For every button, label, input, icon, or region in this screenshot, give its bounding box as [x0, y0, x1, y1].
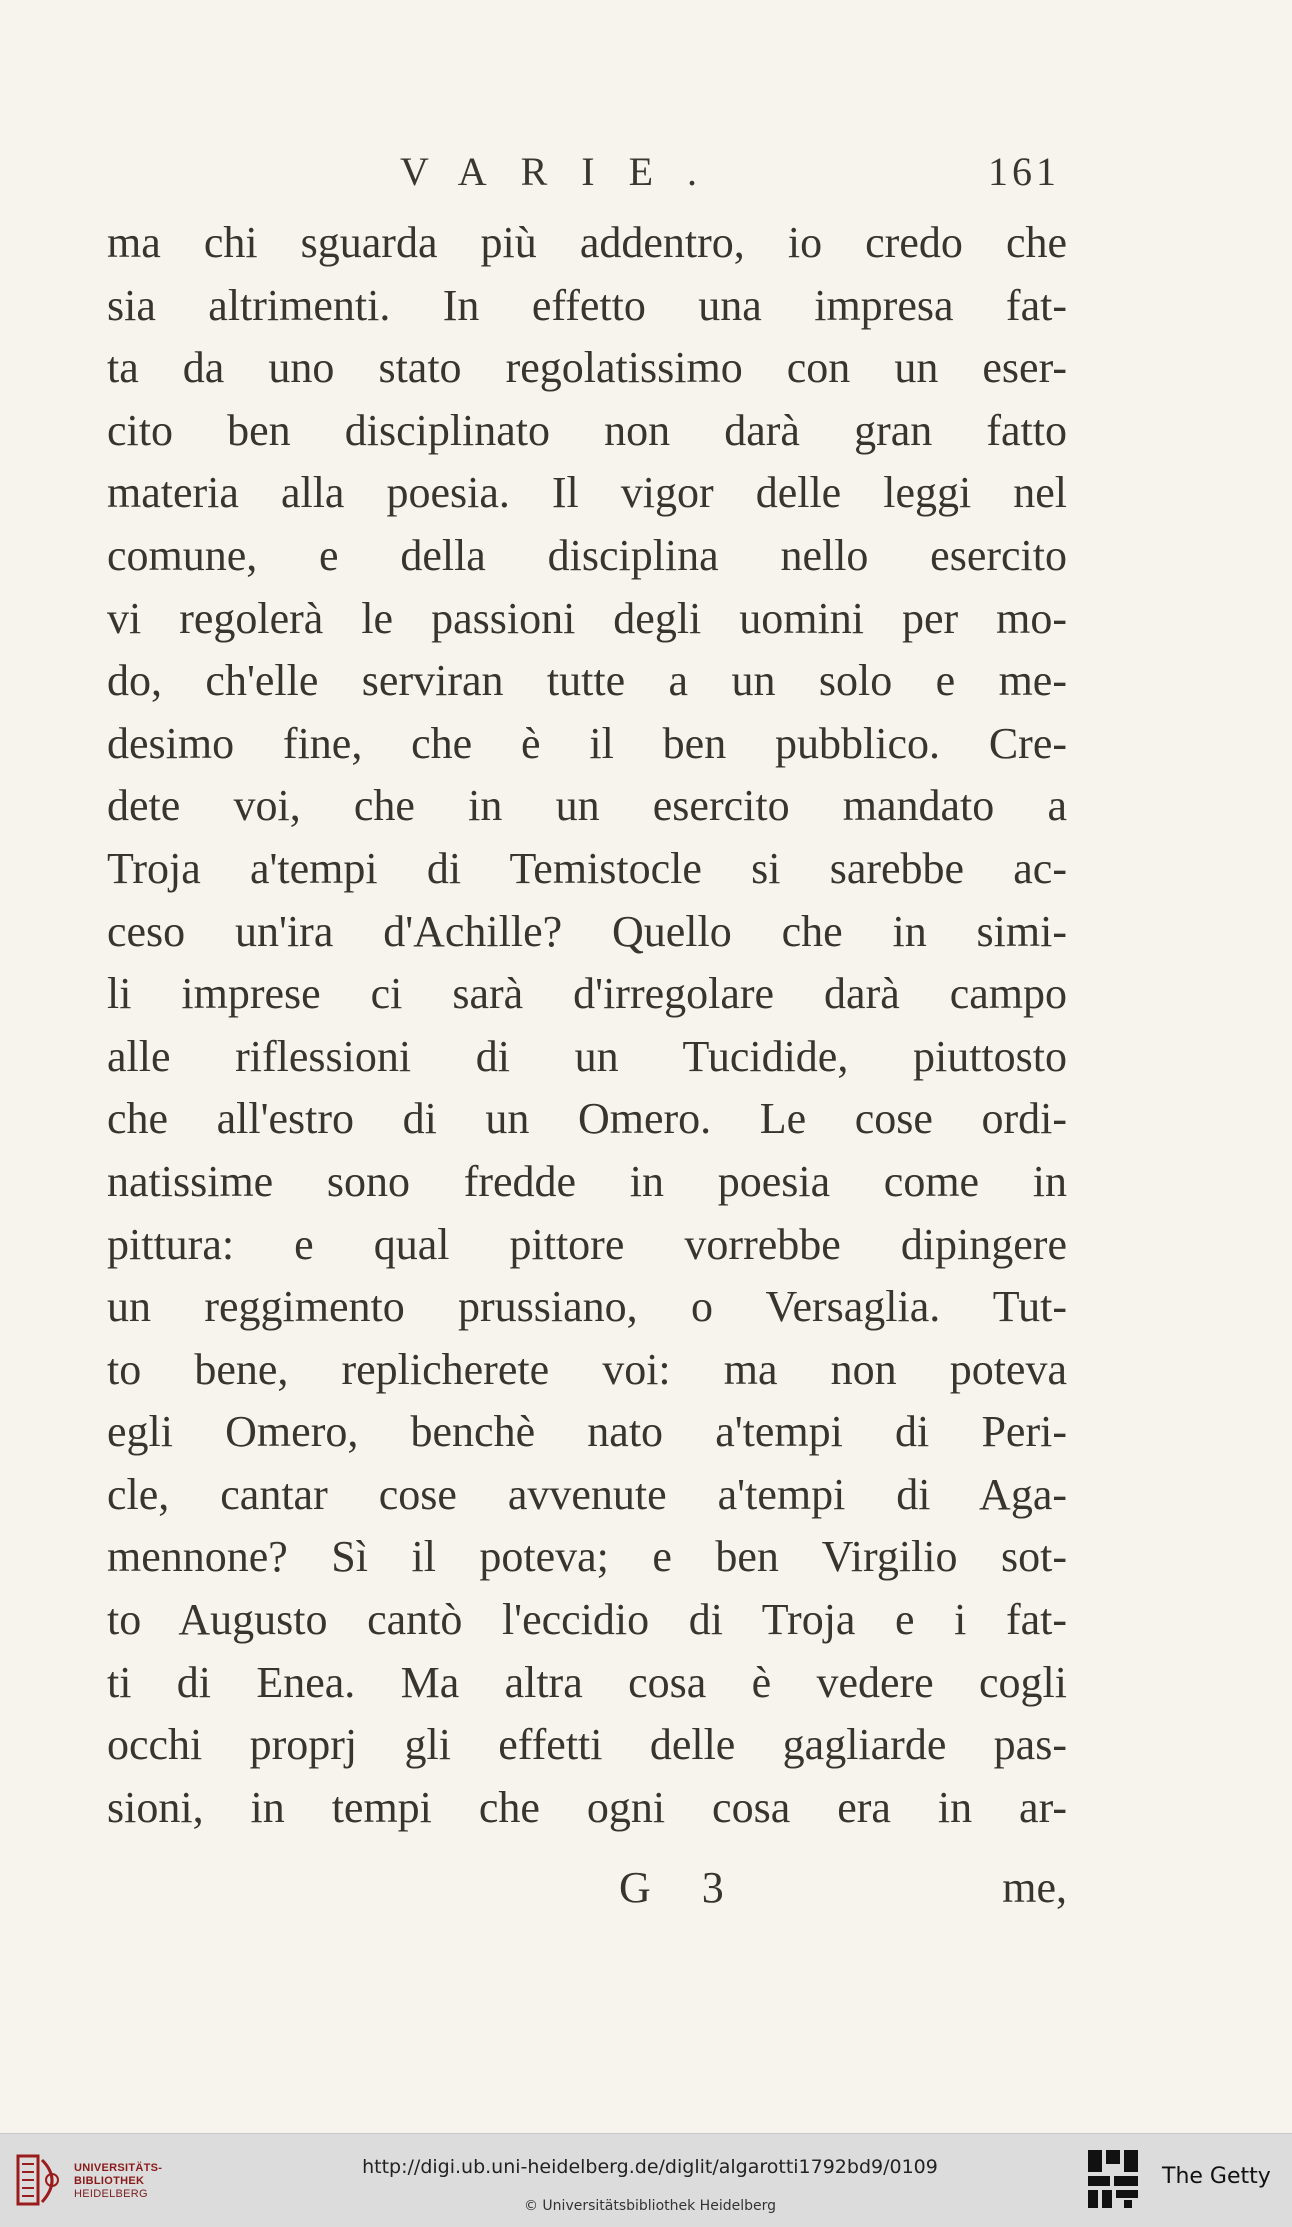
text-line: vi regolerà le passioni degli uomini per mo-	[107, 593, 1067, 643]
text-line: ti di Enea. Ma altra cosa è vedere cogli	[107, 1657, 1067, 1707]
text-line: cle, cantar cose avvenute a'tempi di Aga-	[107, 1469, 1067, 1519]
university-library-logo[interactable]	[12, 2148, 177, 2212]
text-line: comune, e della disciplina nello esercito	[107, 530, 1067, 580]
text-line: ta da uno stato regolatissimo con un eser-	[107, 343, 1067, 393]
text-line: desimo fine, che è il ben pubblico. Cre-	[107, 718, 1067, 768]
text-line: ma chi sguarda più addentro, io credo che	[107, 218, 1067, 267]
text-line: sioni, in tempi che ogni cosa era in ar-	[107, 1782, 1067, 1832]
text-line: li imprese ci sarà d'irregolare darà campo	[107, 969, 1067, 1019]
text-line: do, ch'elle serviran tutte a un solo e me-	[107, 656, 1067, 706]
text-line: un reggimento prussiano, o Versaglia. Tut-	[107, 1282, 1067, 1332]
text-line: to Augusto cantò l'eccidio di Troja e i fat-	[107, 1595, 1067, 1645]
logo-line: BIBLIOTHEK	[74, 2175, 145, 2187]
getty-logo-icon	[1086, 2148, 1140, 2210]
text-line: Troja a'tempi di Temistocle si sarebbe ac-	[107, 843, 1067, 893]
text-line: mennone? Sì il poteva; e ben Virgilio sot-	[107, 1532, 1067, 1582]
text-line: egli Omero, benchè nato a'tempi di Peri-	[107, 1407, 1067, 1457]
logo-line: UNIVERSITÄTS-	[74, 2162, 163, 2174]
body-text	[107, 212, 1067, 1839]
library-seal-icon	[12, 2150, 68, 2210]
text-line: to bene, replicherete voi: ma non poteva	[107, 1344, 1067, 1394]
logo-line: HEIDELBERG	[74, 2188, 148, 2200]
running-head	[400, 148, 1060, 198]
signature-line	[107, 1862, 1067, 1922]
text-line: pittura: e qual pittore vorrebbe dipingere	[107, 1219, 1067, 1269]
text-line: sia altrimenti. In effetto una impresa fat-	[107, 280, 1067, 330]
text-line: che all'estro di un Omero. Le cose ordi-	[107, 1094, 1067, 1144]
copyright-notice: © Universitätsbibliothek Heidelberg	[523, 2198, 776, 2214]
text-line: occhi proprj gli effetti delle gagliarde pas-	[107, 1720, 1067, 1770]
text-line: dete voi, che in un esercito mandato a	[107, 781, 1067, 831]
text-line: alle riflessioni di un Tucidide, piuttosto	[107, 1031, 1067, 1081]
permalink-url[interactable]: http://digi.ub.uni-heidelberg.de/diglit/algarotti1792bd9/0109	[362, 2156, 938, 2178]
getty-label[interactable]: The Getty	[1162, 2164, 1271, 2189]
signature-mark: G 3	[619, 1863, 744, 1912]
page-number: 161	[988, 149, 1060, 194]
text-line: natissime sono fredde in poesia come in	[107, 1156, 1067, 1206]
footer-bar	[0, 2133, 1292, 2227]
text-line: materia alla poesia. Il vigor delle leggi nel	[107, 468, 1067, 518]
text-line: cito ben disciplinato non darà gran fatto	[107, 405, 1067, 455]
text-line: ceso un'ira d'Achille? Quello che in simi-	[107, 906, 1067, 956]
catchword: me,	[1002, 1863, 1067, 1912]
running-title: VARIE.	[400, 149, 732, 194]
library-logo-text	[74, 2162, 162, 2201]
